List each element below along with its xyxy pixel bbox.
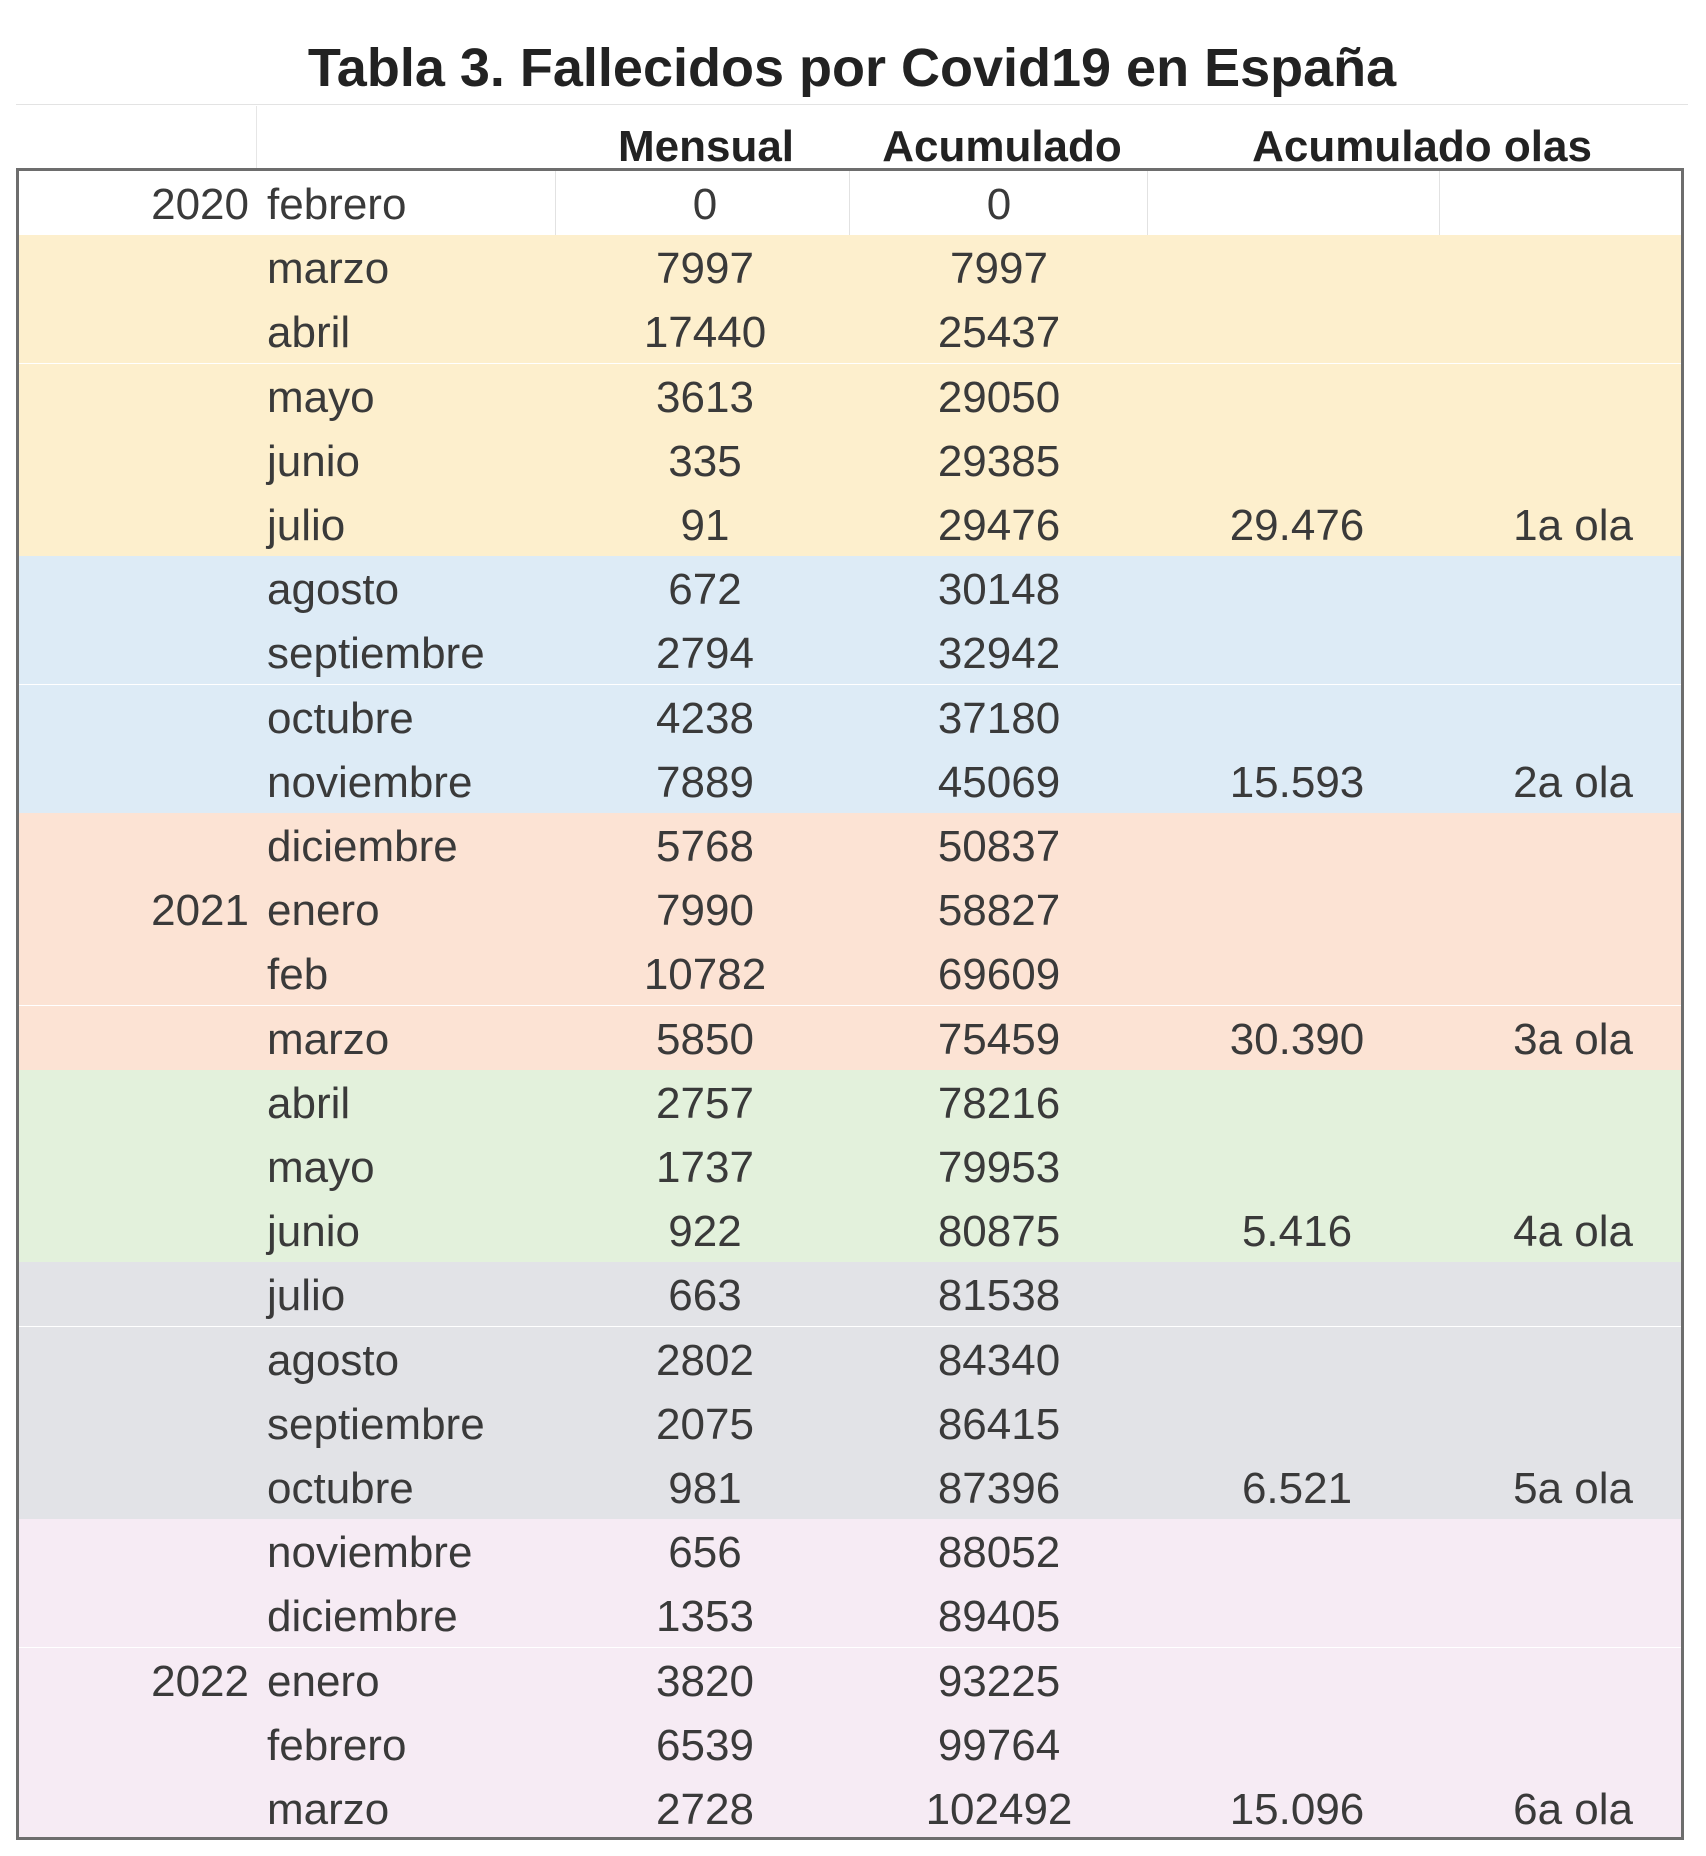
table-row	[19, 364, 1681, 428]
mensual-cell: 7990	[656, 886, 754, 936]
mensual-cell: 2728	[656, 1785, 754, 1834]
acumulado-cell: 80875	[937, 1207, 1061, 1257]
acumulado-cell: 30148	[937, 565, 1061, 615]
month-cell: octubre	[267, 1464, 414, 1513]
month-cell: marzo	[267, 1014, 390, 1064]
mensual-cell: 3613	[656, 372, 754, 422]
ola-label-cell: 5a ola	[1513, 1464, 1633, 1513]
mensual-cell: 1353	[656, 1592, 754, 1642]
acumulado-cell: 32942	[937, 629, 1061, 679]
year-cell: 2021	[151, 886, 249, 936]
month-cell: abril	[267, 1078, 351, 1128]
acumulado-olas-cell: 30.390	[1229, 1014, 1365, 1064]
month-cell: noviembre	[267, 1528, 473, 1578]
table-title: Tabla 3. Fallecidos por Covid19 en España	[16, 28, 1688, 105]
mensual-cell: 6539	[656, 1720, 754, 1770]
table-row	[19, 1262, 1681, 1326]
month-cell: mayo	[267, 372, 375, 422]
month-cell: julio	[267, 501, 346, 550]
table-row	[19, 1198, 1681, 1262]
month-cell: enero	[267, 886, 380, 936]
mensual-cell: 3820	[656, 1656, 754, 1706]
table-row	[19, 813, 1681, 877]
month-cell: noviembre	[267, 757, 473, 807]
month-cell: julio	[267, 1271, 346, 1321]
year-cell: 2022	[151, 1656, 249, 1706]
acumulado-cell: 81538	[937, 1271, 1061, 1321]
ola-label-cell: 6a ola	[1513, 1785, 1633, 1834]
table-row	[19, 1776, 1681, 1840]
table-row	[19, 235, 1681, 299]
acumulado-cell: 29385	[937, 436, 1061, 486]
table-row	[19, 1134, 1681, 1198]
table-row	[19, 1648, 1681, 1712]
acumulado-cell: 84340	[937, 1335, 1061, 1385]
acumulado-cell: 99764	[937, 1720, 1061, 1770]
acumulado-cell: 7997	[950, 244, 1048, 294]
table-row	[19, 1712, 1681, 1776]
month-cell: octubre	[267, 693, 414, 743]
table-row	[19, 171, 1681, 235]
acumulado-cell: 88052	[937, 1528, 1061, 1578]
acumulado-olas-cell: 15.096	[1229, 1785, 1365, 1834]
acumulado-olas-cell: 29.476	[1229, 501, 1365, 550]
spreadsheet	[16, 28, 1688, 1843]
acumulado-cell: 29476	[937, 501, 1061, 550]
mensual-cell: 2075	[656, 1399, 754, 1449]
table-row	[19, 620, 1681, 684]
ola-label-cell: 3a ola	[1513, 1014, 1633, 1064]
ola-label-cell: 2a ola	[1513, 757, 1633, 807]
month-cell: diciembre	[267, 822, 458, 871]
acumulado-cell: 29050	[937, 372, 1061, 422]
acumulado-cell: 58827	[937, 886, 1061, 936]
month-cell: marzo	[267, 244, 390, 294]
month-cell: enero	[267, 1656, 380, 1706]
month-cell: septiembre	[267, 629, 485, 679]
mensual-cell: 922	[668, 1207, 742, 1257]
table-row	[19, 556, 1681, 620]
table-row	[19, 492, 1681, 556]
mensual-cell: 91	[680, 501, 730, 550]
month-cell: marzo	[267, 1785, 390, 1834]
mensual-cell: 1737	[656, 1143, 754, 1192]
table-row	[19, 1583, 1681, 1647]
header-gridline	[256, 106, 257, 170]
year-cell: 2020	[151, 180, 249, 229]
mensual-cell: 7889	[656, 757, 754, 807]
mensual-cell: 10782	[643, 950, 767, 1000]
acumulado-olas-cell: 15.593	[1229, 757, 1365, 807]
mensual-cell: 2802	[656, 1335, 754, 1385]
acumulado-cell: 45069	[937, 757, 1061, 807]
table-row	[19, 877, 1681, 941]
acumulado-cell: 25437	[937, 308, 1061, 358]
table-row	[19, 299, 1681, 363]
table-row	[19, 1519, 1681, 1583]
column-headers	[16, 106, 1688, 170]
month-cell: febrero	[267, 180, 407, 229]
month-cell: septiembre	[267, 1399, 485, 1449]
month-cell: febrero	[267, 1720, 407, 1770]
acumulado-cell: 75459	[937, 1014, 1061, 1064]
acumulado-cell: 50837	[937, 822, 1061, 871]
month-cell: junio	[267, 1207, 360, 1257]
cell-gridline	[1439, 171, 1440, 235]
mensual-cell: 7997	[656, 244, 754, 294]
acumulado-olas-cell: 5.416	[1241, 1207, 1353, 1257]
data-table	[16, 168, 1684, 1840]
month-cell: agosto	[267, 1335, 400, 1385]
mensual-cell: 17440	[643, 308, 767, 358]
month-cell: diciembre	[267, 1592, 458, 1642]
header-mensual: Mensual	[617, 122, 795, 171]
header-acumulado-olas: Acumulado olas	[1252, 122, 1592, 171]
ola-label-cell: 4a ola	[1513, 1207, 1633, 1257]
month-cell: agosto	[267, 565, 400, 615]
table-row	[19, 1327, 1681, 1391]
mensual-cell: 5850	[656, 1014, 754, 1064]
mensual-cell: 4238	[656, 693, 754, 743]
mensual-cell: 2757	[656, 1078, 754, 1128]
acumulado-cell: 93225	[937, 1656, 1061, 1706]
mensual-cell: 5768	[656, 822, 754, 871]
mensual-cell: 2794	[656, 629, 754, 679]
table-row	[19, 428, 1681, 492]
acumulado-cell: 79953	[937, 1143, 1061, 1192]
acumulado-olas-cell: 6.521	[1241, 1464, 1353, 1513]
table-row	[19, 685, 1681, 749]
mensual-cell: 663	[668, 1271, 742, 1321]
table-row	[19, 749, 1681, 813]
acumulado-cell: 78216	[937, 1078, 1061, 1128]
mensual-cell: 0	[692, 180, 718, 229]
month-cell: abril	[267, 308, 351, 358]
mensual-cell: 981	[668, 1464, 742, 1513]
mensual-cell: 335	[668, 436, 742, 486]
month-cell: mayo	[267, 1143, 375, 1192]
mensual-cell: 672	[668, 565, 742, 615]
month-cell: junio	[267, 436, 360, 486]
month-cell: feb	[267, 950, 329, 1000]
acumulado-cell: 102492	[925, 1785, 1073, 1834]
acumulado-cell: 37180	[937, 693, 1061, 743]
table-row	[19, 1455, 1681, 1519]
acumulado-cell: 86415	[937, 1399, 1061, 1449]
acumulado-cell: 69609	[937, 950, 1061, 1000]
acumulado-cell: 87396	[937, 1464, 1061, 1513]
ola-label-cell: 1a ola	[1513, 501, 1633, 550]
mensual-cell: 656	[668, 1528, 742, 1578]
table-row	[19, 1070, 1681, 1134]
acumulado-cell: 89405	[937, 1592, 1061, 1642]
table-row	[19, 1391, 1681, 1455]
header-acumulado: Acumulado	[882, 122, 1122, 171]
table-row	[19, 1006, 1681, 1070]
acumulado-cell: 0	[986, 180, 1012, 229]
table-row	[19, 941, 1681, 1005]
